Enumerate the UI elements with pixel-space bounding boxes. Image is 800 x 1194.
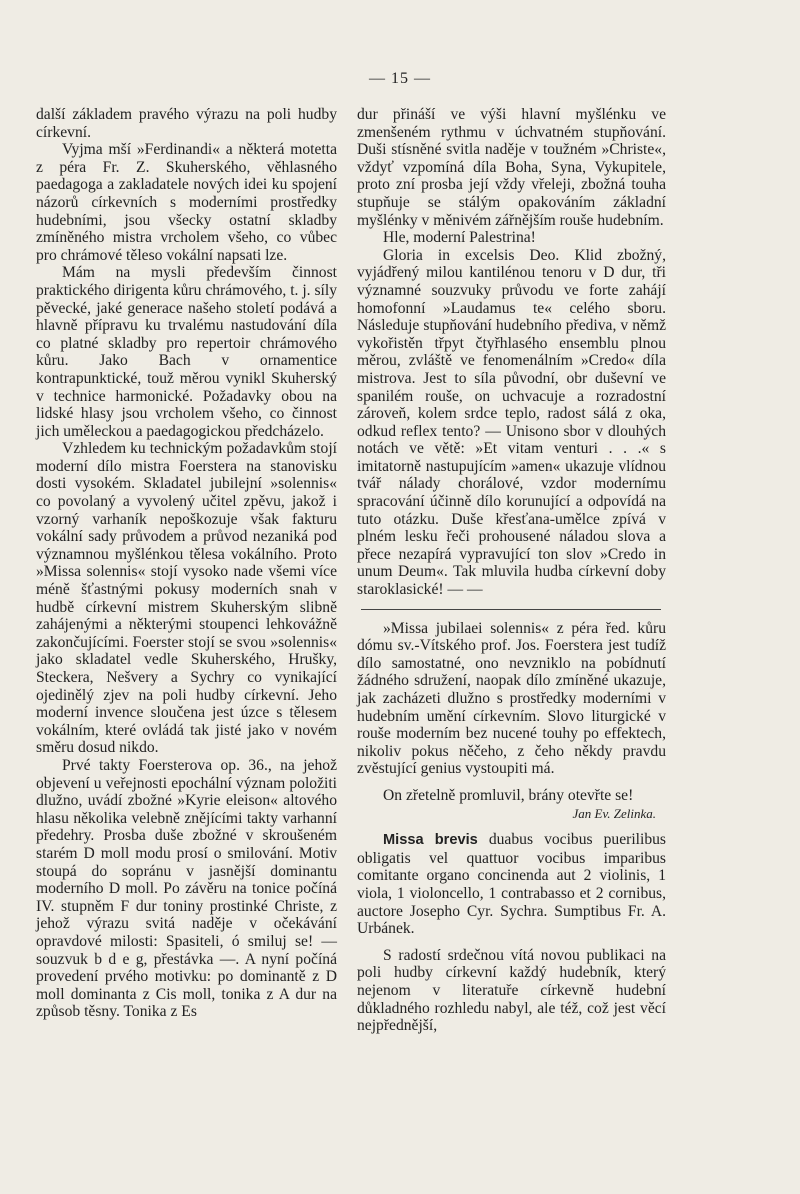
review-title: Missa brevis: [383, 832, 478, 849]
left-paragraph-2: Vyjma mší »Ferdinandi« a některá motetta z péra Fr. Z. Skuherského, věhlasného paedagoga a zakladatele nových idei ku spojení názorů církevních s moderními prostředky hudebními, jsou všecky ostatní skladby zmíněného mistra vrcholem všeho, co vůbec pro chrámové těleso vokální napsati lze.: [36, 141, 337, 264]
left-paragraph-5: Prvé takty Foersterova op. 36., na jehož objevení u veřejnosti epochální význam položiti dlužno, uvádí zbožné »Kyrie eleison« altového hlasu několika velebně znějícími takty varhanní předehry. Prosba duše zbožné v skroušeném starém D moll modu prosí o smilování. Motiv stoupá do sopránu v jasnější dominantu moderního D moll. Po závěru na tonice počíná IV. stupněm F dur toniny prostinké Christe, z jehož výrazu svitá naděje v očekávání opravdové milosti: Spasiteli, ó smiluj se! — souzvuk b d e g, přestávka —. A nyní počíná provedení prvého motivku: po dominantě z D moll dominanta z Cis moll, tonika z A dur na způsob těsny. Tonika z Es: [36, 756, 337, 1021]
divider: [361, 609, 661, 610]
left-column: [36, 106, 337, 1021]
right-column: [357, 106, 666, 1035]
page-number: — 15 —: [369, 70, 431, 87]
left-paragraph-4: Vzhledem ku technickým požadavkům stojí moderní dílo mistra Foerstera na stanovisku dosti vysokém. Skladatel jubilejní »solennis« co povolaný a vyvolený učitel zpěvu, jakož i vzorný varhaník nepoškozuje však fakturu vokální sady průvodem a průvod nezaniká pod významnou myšlénkou tělesa vokálního. Proto »Missa solennis« stojí vysoko nade všemi více méně šťastnými pokusy moderních snah v hudbě církevní mistrem Skuherským slibně zahájenými a některými stoupenci lehkovážně zakončujícími. Foerster stojí se svou »solennis« jako skladatel vedle Skuherského, Hrušky, Steckera, Nešvery a Sychry co vynikající ojedinělý zjev na poli hudby církevní. Jeho moderní invence sloučena jest úzce s tělesem vokálním, které ovládá tak jisté jako v novém směru dosud nikdo.: [36, 440, 337, 757]
right-exclamation: Hle, moderní Palestrina!: [383, 229, 536, 247]
left-paragraph-3: Mám na mysli především činnost praktického dirigenta kůru chrámového, t. j. síly pěvecké, jaké generace našeho století podává a hlavně přípravu ku trvalému nastudování díla co platné skladby pro repertoir chrámového kůru. Jako Bach v ornamentice kontrapunktické, touž měrou vynikl Skuherský v technice harmonické. Požadavky obou na lidské hlasy jsou vrcholem všeho, co činnost jich uměleckou a paedagogickou předcházelo.: [36, 264, 337, 440]
right-review-missa-brevis: [357, 831, 666, 938]
left-paragraph-1: další základem pravého výrazu na poli hudby církevní.: [36, 106, 337, 141]
right-paragraph-missa-jubilaei: »Missa jubilaei solennis« z péra řed. kůru dómu sv.-Vítského prof. Jos. Foerstera jest tudíž dílo samostatné, ono nevzniklo na pobídnutí žádného sdružení, naopak dílo zmíněné ukazuje, jak zacházeti dlužno s prostředky moderními v hudebním umění církevním. Slovo liturgické v rouše moderním bez nucené touhy po effektech, nikoliv pokus něčeho, z čeho někdy pravdu zvěstující genius vystoupiti má.: [357, 619, 666, 778]
author-signature: Jan Ev. Zelinka.: [572, 805, 656, 821]
right-paragraph-final: S radostí srdečnou vítá novou publikaci na poli hudby církevní každý hudebník, který nejenom v literatuře církevně hudební důkladného rozhledu nabyl, ale též, což jest věcí nejpřednější,: [357, 946, 666, 1035]
review-title-details: duabus vocibus puerilibus obligatis vel quattuor vocibus imparibus comitante organo concinenda aut 2 violinis, 1 viola, 1 violoncello, 1 contrabasso et 2 cornibus, auctore Josepho Cyr. Sychra. Sumptibus Fr. A. Urbánek.: [357, 831, 666, 938]
right-paragraph-1: dur přináší ve výši hlavní myšlénku ve zmenšeném rythmu v úchvatném stupňování. Duši stísněné svitla naděje v toužném »Christe«, vždyť vzpomíná díla Boha, Syna, Vykupitele, proto zní prosba její vždy vřeleji, zbožná touha stupňuje se stálým opakováním základní myšlénky v měnivém zářnějším rouše hudebním.: [357, 106, 666, 229]
right-closing-line: On zřetelně promluvil, brány otevřte se!: [383, 786, 634, 804]
right-paragraph-gloria: Gloria in excelsis Deo. Klid zbožný, vyjádřený milou kantilénou tenoru v D dur, tři významné souzvuky průvodu ve forte zahájí homofonní »Laudamus te« celého sboru. Následuje stupňování hudebního předivа, v němž vykořistěn třpyt čtyřhlasého ensemblu plnou měrou, zvláště ve fenomenálním »Credo« díla mistrova. Jest to síla původní, obr duševní ve spanilém rouše, on uchvacuje a rozradostní zároveň, kolem srdce teplo, radost sálá z oka, odkud reflex tento? — Unisono sbor v dlouhých notách ve větě: »Et vitam venturi . . .« s imitatorně nastupujícím »amen« ukazuje vlídnou tvář nálady chorálové, vzdor modernímu spracování účinně dílo korunující a odpovídá na tuto otázku. Duše křesťana-umělce zpívá v plném lesku řeči prohousené náladou slova a přece nezapírá vypravující ton slov »Credo in unum Deum«. Tak mluvila hudba církevní doby staroklasické! — —: [357, 246, 666, 599]
